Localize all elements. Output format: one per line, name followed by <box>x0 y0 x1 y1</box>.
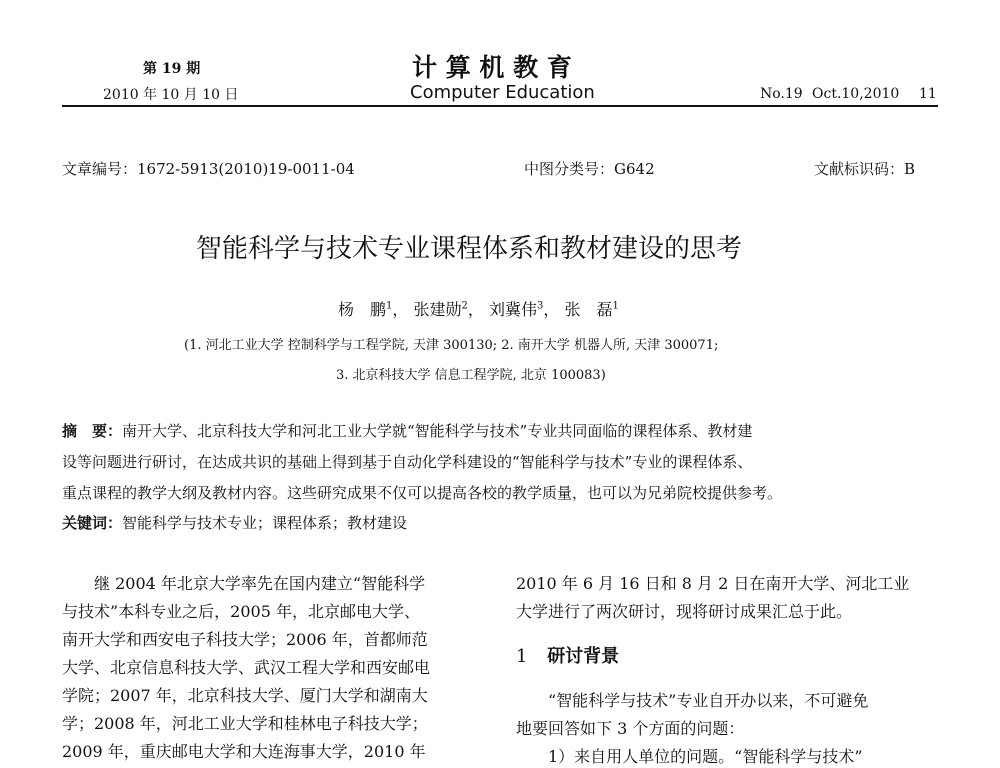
section-title: 研讨背景 <box>547 646 620 667</box>
abstract-line: 设等问题进行研讨，在达成共识的基础上得到基于自动化学科建设的“智能科学与技术”专业的课程体系、 <box>62 453 753 471</box>
author-affiliation-mark: 3 <box>536 300 544 312</box>
article-title: 智能科学与技术专业课程体系和教材建设的思考 <box>196 234 743 264</box>
author-name: 刘冀伟 <box>488 300 537 319</box>
abstract-label: 摘 要： <box>62 422 123 440</box>
right-column-line: “智能科学与技术”专业自开办以来，不可避免 <box>548 691 869 710</box>
right-column-line: 地要回答如下 3 个方面的问题： <box>516 719 745 738</box>
issue-number: 第 19 期 <box>143 61 201 77</box>
right-column-line: 大学进行了两次研讨，现将研讨成果汇总于此。 <box>516 602 853 621</box>
journal-title-cn: 计 算 机 教 育 <box>412 53 572 82</box>
section-number: 1 <box>516 646 528 667</box>
author-affiliation-mark: 2 <box>461 300 468 312</box>
left-column-line: 学院；2007 年，北京科技大学、厦门大学和湖南大 <box>62 686 428 705</box>
left-column-line: 南开大学和西安电子科技大学；2006 年，首都师范 <box>62 630 428 649</box>
journal-title-en: Computer Education <box>410 82 595 103</box>
section-heading <box>516 642 619 668</box>
classification-number: 中图分类号：G642 <box>524 160 655 178</box>
left-column-line: 继 2004 年北京大学率先在国内建立“智能科学 <box>94 574 426 593</box>
header-rule <box>62 105 938 107</box>
affiliation-line: 3. 北京科技大学 信息工程学院, 北京 100083) <box>336 368 606 383</box>
author-name: 张 磊 <box>564 300 613 319</box>
author-affiliation-mark: 1 <box>612 300 619 312</box>
keywords-text: 智能科学与技术专业；课程体系；教材建设 <box>122 514 408 532</box>
right-column-line: 2010 年 6 月 16 日和 8 月 2 日在南开大学、河北工业 <box>516 574 910 593</box>
left-column-line: 与技术”本科专业之后，2005 年，北京邮电大学、 <box>62 602 420 621</box>
author-affiliation-mark: 1 <box>386 300 393 312</box>
left-column-line: 大学、北京信息科技大学、武汉工程大学和西安邮电 <box>62 658 431 677</box>
affiliation-line: (1. 河北工业大学 控制科学与工程学院, 天津 300130; 2. 南开大学 机器人所, 天津 300071; <box>184 338 719 353</box>
abstract-line: 重点课程的教学大纲及教材内容。这些研究成果不仅可以提高各校的教学质量，也可以为兄弟院校提供参考。 <box>62 484 783 502</box>
keywords-line <box>62 512 407 534</box>
issue-date-cn: 2010 年 10 月 10 日 <box>103 87 239 103</box>
left-column-line: 学；2008 年，河北工业大学和桂林电子科技大学； <box>62 714 428 733</box>
issue-date-en: Oct.10,2010 <box>812 86 900 102</box>
right-column-line: 1）来自用人单位的问题。“智能科学与技术” <box>548 747 863 766</box>
author-list: 杨 鹏$^1$， 张建勋$^2$， 刘冀伟$^3$， 张 磊$^1$ <box>338 300 619 319</box>
issue-number-en: No.19 <box>760 86 803 102</box>
document-code: 文献标识码：B <box>814 160 916 178</box>
abstract-text: 南开大学、北京科技大学和河北工业大学就“智能科学与技术”专业共同面临的课程体系、教材建 <box>122 422 753 440</box>
author-name: 张建勋 <box>413 300 462 319</box>
left-column-line: 2009 年，重庆邮电大学和大连海事大学，2010 年 <box>62 742 426 761</box>
author-name: 杨 鹏 <box>338 300 387 319</box>
page-number: 11 <box>919 86 937 102</box>
keywords-label: 关键词： <box>62 514 123 532</box>
abstract-line <box>62 420 752 442</box>
article-number: 文章编号：1672-5913(2010)19-0011-04 <box>62 160 355 178</box>
